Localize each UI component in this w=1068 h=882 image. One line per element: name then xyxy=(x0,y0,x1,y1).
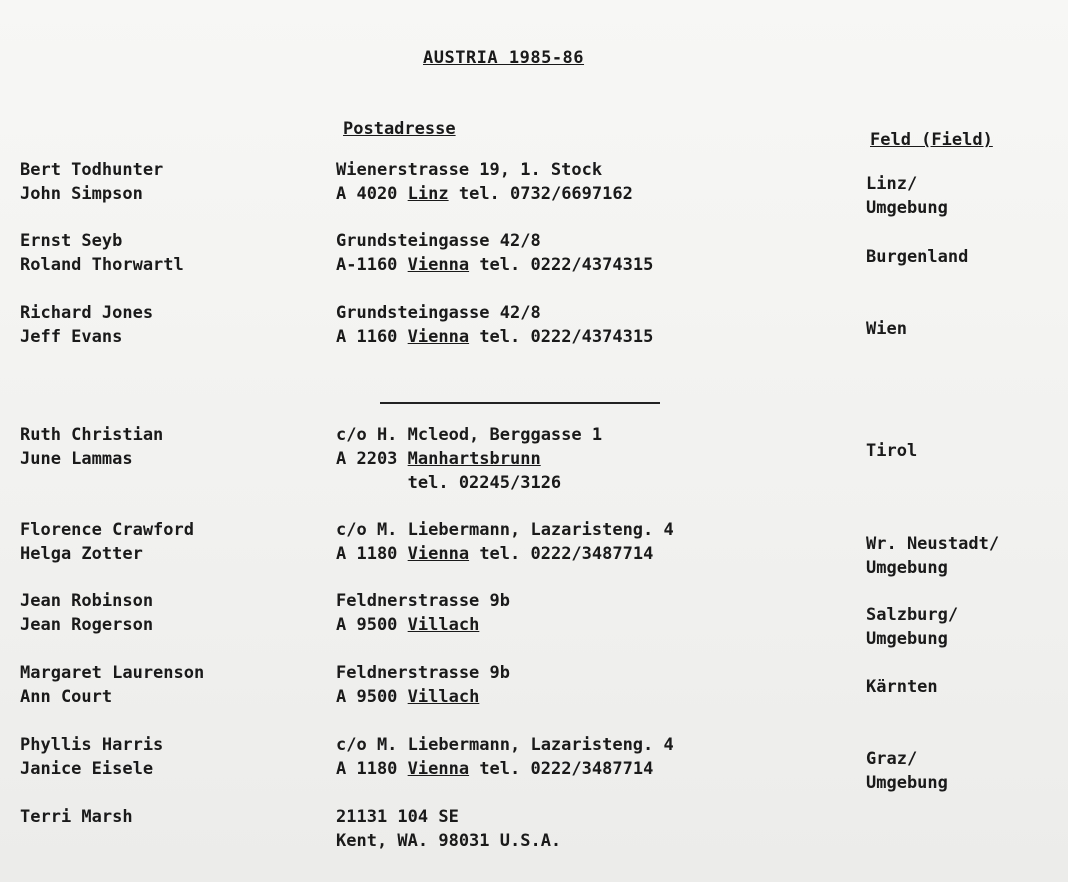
address-text: A-1160 xyxy=(336,255,408,275)
address-line xyxy=(336,613,510,637)
address-text: A 2203 xyxy=(336,449,408,469)
entry-field xyxy=(866,675,938,699)
address-line xyxy=(336,589,510,613)
address-text: A 1160 xyxy=(336,327,408,347)
person-name: Jean Rogerson xyxy=(20,615,154,635)
field-region: Linz/ xyxy=(866,174,918,194)
entry-address xyxy=(336,589,510,637)
address-text: Grundsteingasse 42/8 xyxy=(336,303,541,323)
city-name: Manhartsbrunn xyxy=(407,449,541,469)
address-line xyxy=(336,829,561,853)
person-name: Helga Zotter xyxy=(20,544,143,564)
address-text: A 1180 xyxy=(336,544,408,564)
person-name: Roland Thorwartl xyxy=(20,255,184,275)
person-name: John Simpson xyxy=(20,184,143,204)
city-name: Vienna xyxy=(407,544,470,564)
person-name: Florence Crawford xyxy=(20,520,194,540)
address-text: A 4020 xyxy=(336,184,408,204)
address-text: A 9500 xyxy=(336,687,408,707)
entry-field xyxy=(866,532,999,580)
entry-address xyxy=(336,805,561,853)
person-name: Jeff Evans xyxy=(20,327,123,347)
address-line xyxy=(336,301,653,325)
city-name: Vienna xyxy=(407,759,470,779)
entry-address xyxy=(336,733,674,781)
city-name: Vienna xyxy=(407,327,470,347)
field-region: Tirol xyxy=(866,441,918,461)
document-title: AUSTRIA 1985-86 xyxy=(423,48,585,68)
entry-address xyxy=(336,423,602,495)
address-line xyxy=(336,685,510,709)
address-text: tel. 0222/4374315 xyxy=(469,327,654,347)
entry-address xyxy=(336,301,653,349)
field-region: Umgebung xyxy=(866,198,948,218)
section-divider xyxy=(380,402,660,404)
field-region: Umgebung xyxy=(866,629,948,649)
address-text: c/o H. Mcleod, Berggasse 1 xyxy=(336,425,603,445)
field-region: Burgenland xyxy=(866,247,969,267)
person-name: Richard Jones xyxy=(20,303,154,323)
field-region: Umgebung xyxy=(866,558,948,578)
address-text: c/o M. Liebermann, Lazaristeng. 4 xyxy=(336,520,674,540)
address-text: Feldnerstrasse 9b xyxy=(336,663,510,683)
address-text: tel. 0222/3487714 xyxy=(469,544,654,564)
entry-names xyxy=(20,733,163,781)
person-name: June Lammas xyxy=(20,449,133,469)
person-name: Jean Robinson xyxy=(20,591,154,611)
entry-field xyxy=(866,245,968,269)
address-line xyxy=(336,447,602,471)
address-line xyxy=(336,325,653,349)
entry-names xyxy=(20,158,163,206)
entry-field xyxy=(866,317,907,341)
person-name: Ruth Christian xyxy=(20,425,164,445)
address-text: tel. 0222/3487714 xyxy=(469,759,654,779)
city-name: Villach xyxy=(407,615,480,635)
entry-address xyxy=(336,661,510,709)
entry-names xyxy=(20,229,184,277)
address-text: c/o M. Liebermann, Lazaristeng. 4 xyxy=(336,735,674,755)
person-name: Ernst Seyb xyxy=(20,231,123,251)
address-text: tel. 02245/3126 xyxy=(336,473,562,493)
entry-field xyxy=(866,747,948,795)
address-column-header: Postadresse xyxy=(343,119,456,139)
address-text: A 9500 xyxy=(336,615,408,635)
entry-address xyxy=(336,229,653,277)
person-name: Ann Court xyxy=(20,687,113,707)
entry-names xyxy=(20,661,204,709)
entry-names xyxy=(20,805,133,829)
address-text: tel. 0222/4374315 xyxy=(469,255,654,275)
entry-names xyxy=(20,518,194,566)
address-line xyxy=(336,805,561,829)
person-name: Janice Eisele xyxy=(20,759,154,779)
entry-field xyxy=(866,439,917,463)
address-text: Feldnerstrasse 9b xyxy=(336,591,510,611)
city-name: Vienna xyxy=(407,255,470,275)
person-name: Bert Todhunter xyxy=(20,160,164,180)
field-region: Wr. Neustadt/ xyxy=(866,534,1000,554)
address-text: 21131 104 SE xyxy=(336,807,459,827)
address-line xyxy=(336,182,633,206)
field-column-header: Feld (Field) xyxy=(870,130,993,150)
address-text: Wienerstrasse 19, 1. Stock xyxy=(336,160,603,180)
address-line xyxy=(336,158,633,182)
person-name: Terri Marsh xyxy=(20,807,133,827)
person-name: Margaret Laurenson xyxy=(20,663,205,683)
address-line xyxy=(336,542,674,566)
field-region: Graz/ xyxy=(866,749,918,769)
entry-names xyxy=(20,423,163,471)
entry-field xyxy=(866,172,948,220)
address-text: tel. 0732/6697162 xyxy=(448,184,633,204)
address-line xyxy=(336,518,674,542)
address-line xyxy=(336,471,602,495)
entry-names xyxy=(20,301,153,349)
address-line xyxy=(336,253,653,277)
city-name: Linz xyxy=(407,184,449,204)
person-name: Phyllis Harris xyxy=(20,735,164,755)
entry-address xyxy=(336,518,674,566)
entry-field xyxy=(866,603,958,651)
field-region: Wien xyxy=(866,319,907,339)
entry-address xyxy=(336,158,633,206)
field-region: Umgebung xyxy=(866,773,948,793)
field-region: Kärnten xyxy=(866,677,938,697)
address-line xyxy=(336,661,510,685)
address-text: Kent, WA. 98031 U.S.A. xyxy=(336,831,562,851)
address-line xyxy=(336,423,602,447)
address-line xyxy=(336,757,674,781)
city-name: Villach xyxy=(407,687,480,707)
field-region: Salzburg/ xyxy=(866,605,959,625)
address-line xyxy=(336,733,674,757)
address-line xyxy=(336,229,653,253)
address-text: Grundsteingasse 42/8 xyxy=(336,231,541,251)
address-text: A 1180 xyxy=(336,759,408,779)
entry-names xyxy=(20,589,153,637)
